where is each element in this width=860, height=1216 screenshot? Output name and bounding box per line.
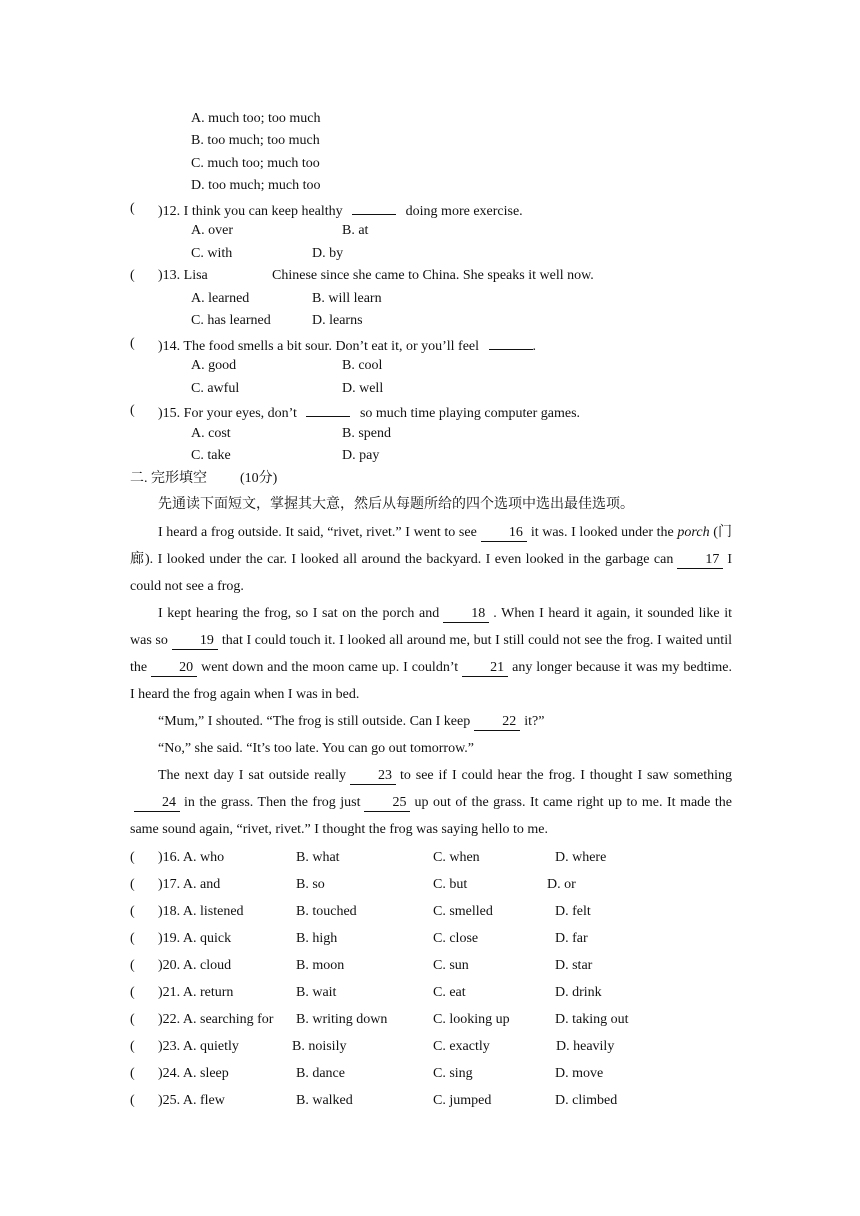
q14-stem xyxy=(158,334,536,357)
q14-option-c: C. awful xyxy=(191,381,240,396)
passage-paragraph-1: I heard a frog outside. It said, “rivet, rivet.” I went to see 16 it was. I looked under the porch (门廊). I looked under the car. I looked all around the backyard. I even looked in the garbage can 17 I could not see a frog. xyxy=(130,525,733,594)
passage-paragraph-5: The next day I sat outside really 23 to see if I could hear the frog. I thought I saw something24 in the grass. Then the frog just 25 up out of the grass. It came right up to me. It made the same sound again, “rivet, rivet.” I thought the frog was saying hello to me. xyxy=(130,768,732,837)
q11-option-c: C. much too; much too xyxy=(191,156,320,171)
passage-paragraph-3: “Mum,” I shouted. “The frog is still outside. Can I keep 22 it?” xyxy=(158,714,545,729)
cloze-blank-21: 21 xyxy=(462,660,508,677)
passage-paragraph-4: “No,” she said. “It’s too late. You can go out tomorrow.” xyxy=(158,741,474,756)
q13-option-a: A. learned xyxy=(191,291,250,306)
italic-word: porch xyxy=(677,525,710,540)
q11-option-a: A. much too; too much xyxy=(191,111,321,126)
q14-option-b: B. cool xyxy=(342,358,383,373)
q15-stem-a: )15. For your eyes, don’t xyxy=(158,406,297,421)
exam-page: A. much too; too much B. too much; too much C. much too; much too D. too much; much too ( )12. I think you can keep healthy doing more exercise. A. over B. at C. with D. by ( )13. Lisa Chinese since she came to China. She speaks it well now. A. learned B. will learn C. has learned D. learns ( )14. The food smells a bit sour. Don’t eat it, or you’ll feel . A. good B. cool C. awful D. well ( )15. For your eyes, don’t so much time playing computer games. A. cost B. spend C. take D. pay 二. 完形填空 (10分) 先通读下面短文，掌握其大意，然后从每题所给的四个选项中选出最佳选项。 I heard a frog outside. It said, “rivet, rivet.” I went to see 16 it was. I looked under the porch (门廊). I looked under the car. I looked all around the backyard. I even looked in the garbage can 17 I could not see a frog. I kept hearing the frog, so I sat on the porch and 18 . When I heard it again, it sounded like it was so 19 that I could touch it. I looked all around me, but I still could not see the frog. I waited until the 20 went down and the moon came up. I couldn’t 21 any longer because it was my bedtime. I heard the frog again when I was in bed. “Mum,” I shouted. “The frog is still outside. Can I keep 22 it?” “No,” she said. “It’s too late. You can go out tomorrow.” The next day I sat outside really 23 to see if I could hear the frog. I thought I saw something24 in the grass. Then the frog just 25 up out of the grass. It came right up to me. It made the same sound again, “rivet, rivet.” I thought the frog was saying hello to me. ( )16. A. who B. what C. when D. where ( )17. A. and B. so C. but D. or ( )18. A. listened B. touched C. smelled D. felt ( )19. A. quick B. high C. close D. far ( )20. A. cloud B. moon C. sun D. star ( )21. A. return B. wait C. eat D. drink ( )22. A. searching for B. writing down C. looking up D. taking out ( )23. A. quietly B. noisily C. exactly D. heavily ( )24. A. sleep B. dance C. sing D. move ( )25. A. flew B. walked C. jumped D. climbed xyxy=(130,111,733,1108)
cloze-blank-25: 25 xyxy=(364,795,410,812)
q11-option-d: D. too much; much too xyxy=(191,178,321,193)
q13-answer-paren: ( xyxy=(130,268,135,283)
q13-stem-a: )13. Lisa xyxy=(158,268,208,283)
q12-stem xyxy=(158,199,523,222)
cloze-blank-19: 19 xyxy=(172,633,218,650)
q15-option-c: C. take xyxy=(191,448,231,463)
q13-stem-b: Chinese since she came to China. She speaks it well now. xyxy=(272,268,594,283)
q14-blank xyxy=(489,334,533,350)
section-title: 二. 完形填空 xyxy=(130,471,207,486)
q14-option-a: A. good xyxy=(191,358,237,373)
q14-stem-b: . xyxy=(532,339,537,354)
q12-option-d: D. by xyxy=(312,246,344,261)
q15-stem xyxy=(158,401,580,424)
passage-paragraph-2: I kept hearing the frog, so I sat on the porch and 18 . When I heard it again, it sounded like it was so 19 that I could touch it. I looked all around me, but I still could not see the frog. I waited until the 20 went down and the moon came up. I couldn’t 21 any longer because it was my bedtime. I heard the frog again when I was in bed. xyxy=(130,606,732,702)
cloze-blank-17: 17 xyxy=(677,552,723,569)
cloze-blank-16: 16 xyxy=(481,525,527,542)
cloze-blank-23: 23 xyxy=(350,768,396,785)
q12-answer-paren: ( xyxy=(130,201,135,216)
cloze-blank-22: 22 xyxy=(474,714,520,731)
q14-answer-paren: ( xyxy=(130,336,135,351)
q12-option-c: C. with xyxy=(191,246,233,261)
q12-option-a: A. over xyxy=(191,223,233,238)
cloze-blank-24: 24 xyxy=(134,795,180,812)
q15-option-d: D. pay xyxy=(342,448,380,463)
q12-option-b: B. at xyxy=(342,223,369,238)
q13-option-d: D. learns xyxy=(312,313,363,328)
q15-blank xyxy=(306,401,350,417)
section-instruction: 先通读下面短文，掌握其大意，然后从每题所给的四个选项中选出最佳选项。 xyxy=(158,497,634,512)
q15-answer-paren: ( xyxy=(130,403,135,418)
q15-option-a: A. cost xyxy=(191,426,231,441)
q14-option-d: D. well xyxy=(342,381,384,396)
q12-stem-a: )12. I think you can keep healthy xyxy=(158,204,343,219)
cloze-blank-20: 20 xyxy=(151,660,197,677)
q11-option-b: B. too much; too much xyxy=(191,133,320,148)
q15-stem-b: so much time playing computer games. xyxy=(359,406,581,421)
q12-stem-b: doing more exercise. xyxy=(405,204,523,219)
section-score: (10分) xyxy=(240,471,278,486)
q14-stem-a: )14. The food smells a bit sour. Don’t eat it, or you’ll feel xyxy=(158,339,480,354)
q13-option-b: B. will learn xyxy=(312,291,382,306)
q12-blank xyxy=(352,199,396,215)
q15-option-b: B. spend xyxy=(342,426,391,441)
cloze-blank-18: 18 xyxy=(443,606,489,623)
q13-option-c: C. has learned xyxy=(191,313,271,328)
